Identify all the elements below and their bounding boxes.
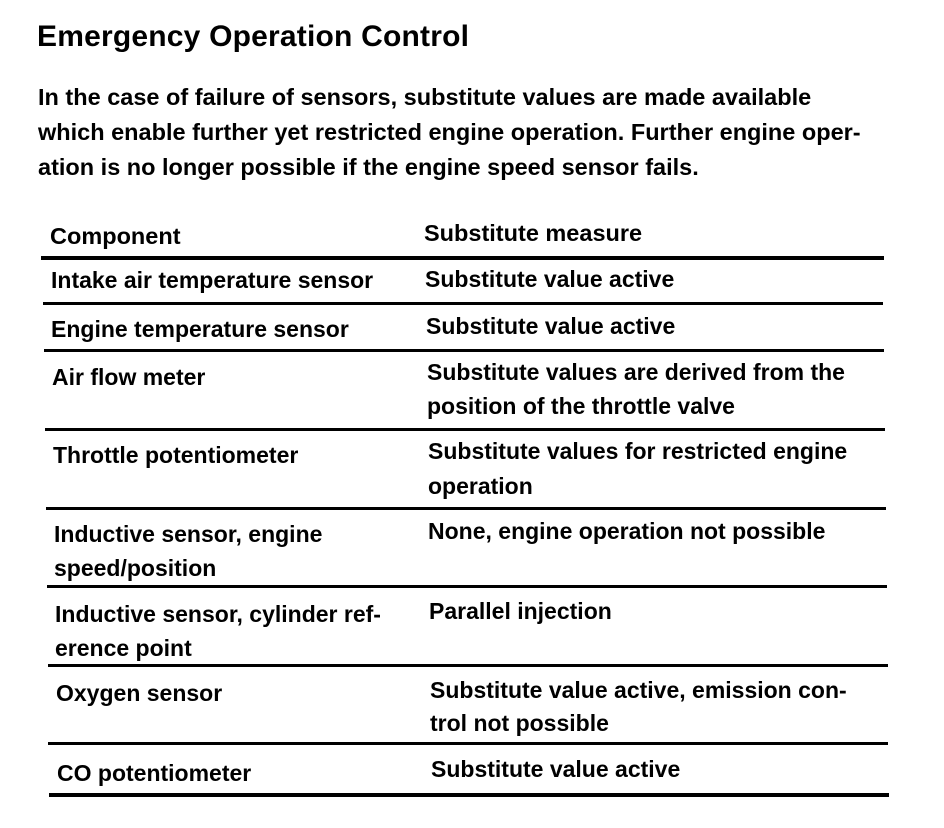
table-cell-component: Inductive sensor, cylinder ref- bbox=[55, 601, 381, 627]
column-header-measure: Substitute measure bbox=[424, 220, 643, 246]
table-cell-measure: operation bbox=[428, 473, 533, 499]
table-cell-measure: position of the throttle valve bbox=[427, 393, 735, 419]
table-bottom-rule bbox=[49, 793, 889, 797]
row-divider bbox=[43, 302, 883, 305]
row-divider bbox=[45, 428, 885, 431]
table-cell-measure: Substitute values are derived from the bbox=[427, 359, 845, 385]
table-cell-component: erence point bbox=[55, 635, 192, 661]
row-divider bbox=[48, 742, 888, 745]
row-divider bbox=[47, 585, 887, 588]
table-cell-measure: Substitute value active bbox=[426, 313, 676, 339]
row-divider bbox=[44, 349, 884, 352]
column-header-component: Component bbox=[50, 223, 181, 249]
table-cell-measure: Substitute value active bbox=[425, 266, 675, 292]
table-cell-measure: Substitute values for restricted engine bbox=[428, 438, 848, 464]
intro-line: ation is no longer possible if the engine speed sensor fails. bbox=[38, 154, 699, 180]
table-cell-component: Engine temperature sensor bbox=[51, 316, 349, 342]
page-title: Emergency Operation Control bbox=[37, 20, 470, 53]
table-cell-component: Throttle potentiometer bbox=[53, 442, 299, 468]
table-cell-measure: None, engine operation not possible bbox=[428, 518, 826, 544]
intro-line: which enable further yet restricted engine operation. Further engine oper- bbox=[38, 119, 861, 145]
table-cell-measure: Substitute value active, emission con- bbox=[430, 677, 847, 703]
table-cell-component: CO potentiometer bbox=[57, 760, 252, 786]
table-cell-measure: Parallel injection bbox=[429, 598, 612, 624]
table-cell-component: speed/position bbox=[54, 555, 217, 581]
table-cell-component: Air flow meter bbox=[52, 364, 206, 390]
table-cell-component: Inductive sensor, engine bbox=[54, 521, 323, 547]
table-cell-component: Oxygen sensor bbox=[56, 680, 223, 706]
table-cell-component: Intake air temperature sensor bbox=[51, 267, 374, 293]
header-rule bbox=[41, 256, 884, 260]
row-divider bbox=[48, 664, 888, 667]
table-cell-measure: trol not possible bbox=[430, 710, 609, 736]
row-divider bbox=[46, 507, 886, 510]
intro-line: In the case of failure of sensors, substitute values are made available bbox=[38, 84, 812, 110]
table-cell-measure: Substitute value active bbox=[431, 756, 681, 782]
